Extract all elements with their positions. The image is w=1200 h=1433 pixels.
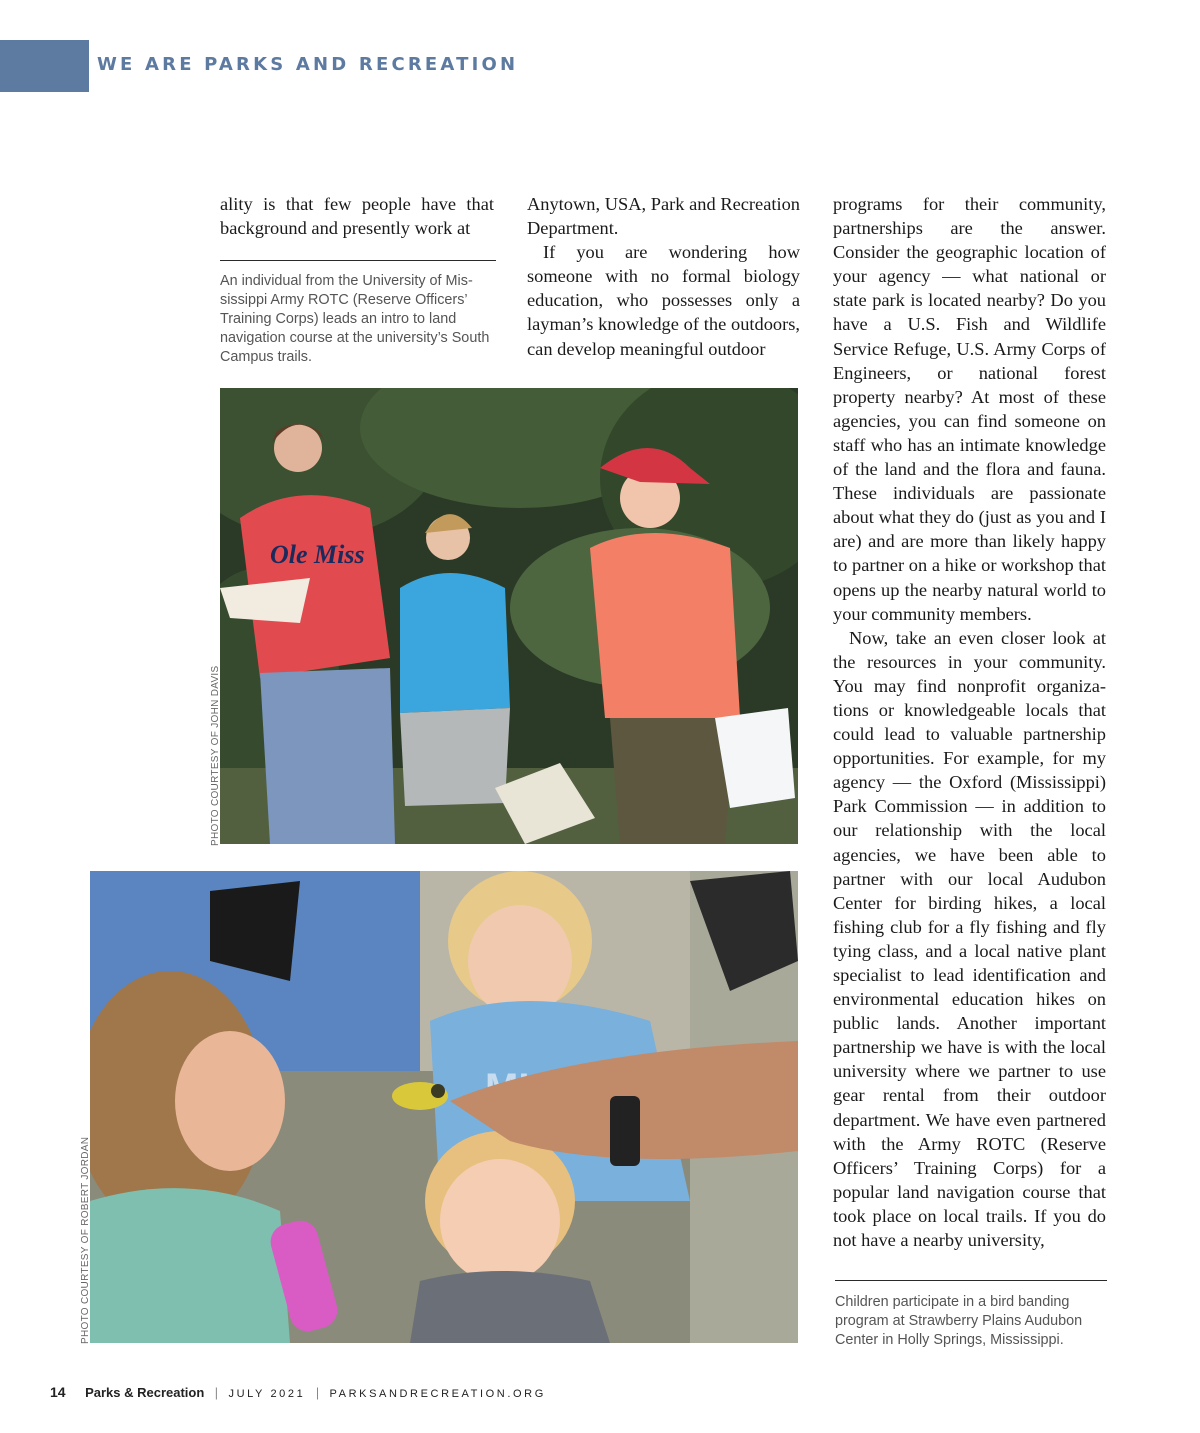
caption-rule bbox=[835, 1280, 1107, 1281]
page-number: 14 bbox=[50, 1384, 66, 1400]
article-column-3 bbox=[833, 192, 1106, 1252]
page-footer bbox=[50, 1384, 546, 1400]
article-paragraph: programs for their community, partnerships are the answer. Consider the geographic location of your agency — what national or state park is located nearby? Do you have a U.S. Fish and Wildlife Service Refuge, U.S. Army Corps of Engineers, or national forest property nearby? At most of these agencies, you can find someone on staff who has an intimate knowledge of the land and the flora and fauna. These individuals are passionate about what they do (just as you and I are) and are more than likely happy to partner on a hike or workshop that opens up the nearby natural world to your community members. bbox=[833, 194, 1106, 624]
photo-credit-bird: PHOTO COURTESY OF ROBERT JORDAN bbox=[80, 1136, 91, 1344]
article-paragraph: ality is that few people have that background and presently work at bbox=[220, 194, 494, 239]
article-paragraph: Anytown, USA, Park and Recreation Department. bbox=[527, 194, 800, 239]
website-url[interactable]: PARKSANDRECREATION.ORG bbox=[329, 1388, 546, 1400]
footer-separator: | bbox=[315, 1386, 320, 1400]
article-paragraph: If you are wondering how someone with no formal biology education, who possesses only a layman’s knowledge of the outdoors, can develop meaningful outdoor bbox=[527, 242, 800, 359]
photo-rotc-land-navigation bbox=[220, 388, 798, 844]
section-title: WE ARE PARKS AND RECREATION bbox=[97, 54, 519, 75]
magazine-name: Parks & Recreation bbox=[85, 1385, 205, 1400]
article-column-1 bbox=[220, 192, 494, 240]
issue-date: JULY 2021 bbox=[228, 1388, 306, 1400]
photo-credit-rotc: PHOTO COURTESY OF JOHN DAVIS bbox=[210, 665, 221, 846]
photo-caption-bird: Children participate in a bird banding program at Strawberry Plains Audubon Center in Holly Springs, Mississippi. bbox=[835, 1294, 1083, 1348]
article-column-2 bbox=[527, 192, 800, 361]
caption-rule bbox=[220, 260, 496, 261]
shirt-lettering: Ole Miss bbox=[270, 540, 365, 569]
photo-caption-rotc: An individual from the University of Mississippi Army ROTC (Reserve Officers’ Training Corps) leads an intro to land navigation course at the university’s South Campus trails. bbox=[220, 273, 490, 365]
photo-bird-banding bbox=[90, 871, 798, 1343]
footer-separator: | bbox=[214, 1386, 219, 1400]
header-accent-block bbox=[0, 40, 89, 92]
article-paragraph: Now, take an even closer look at the resources in your community. You may find nonprofit organizations or knowledgeable locals that could lead to valuable partnership opportunities. For example, for my agency — the Oxford (Mississippi) Park Commission — in addition to our relationship with the local agencies, we have been able to partner with our local Audubon Center for birding hikes, a local fishing club for a fly fishing and fly tying class, and a local native plant specialist to lead identification and environmental education hikes on public lands. Another important partnership we have is with the local university where we partner to use gear rental from their outdoor department. We have even partnered with the Army ROTC (Reserve Officers’ Training Corps) for a popular land navigation course that took place on local trails. If you do not have a nearby university, bbox=[833, 627, 1106, 1251]
